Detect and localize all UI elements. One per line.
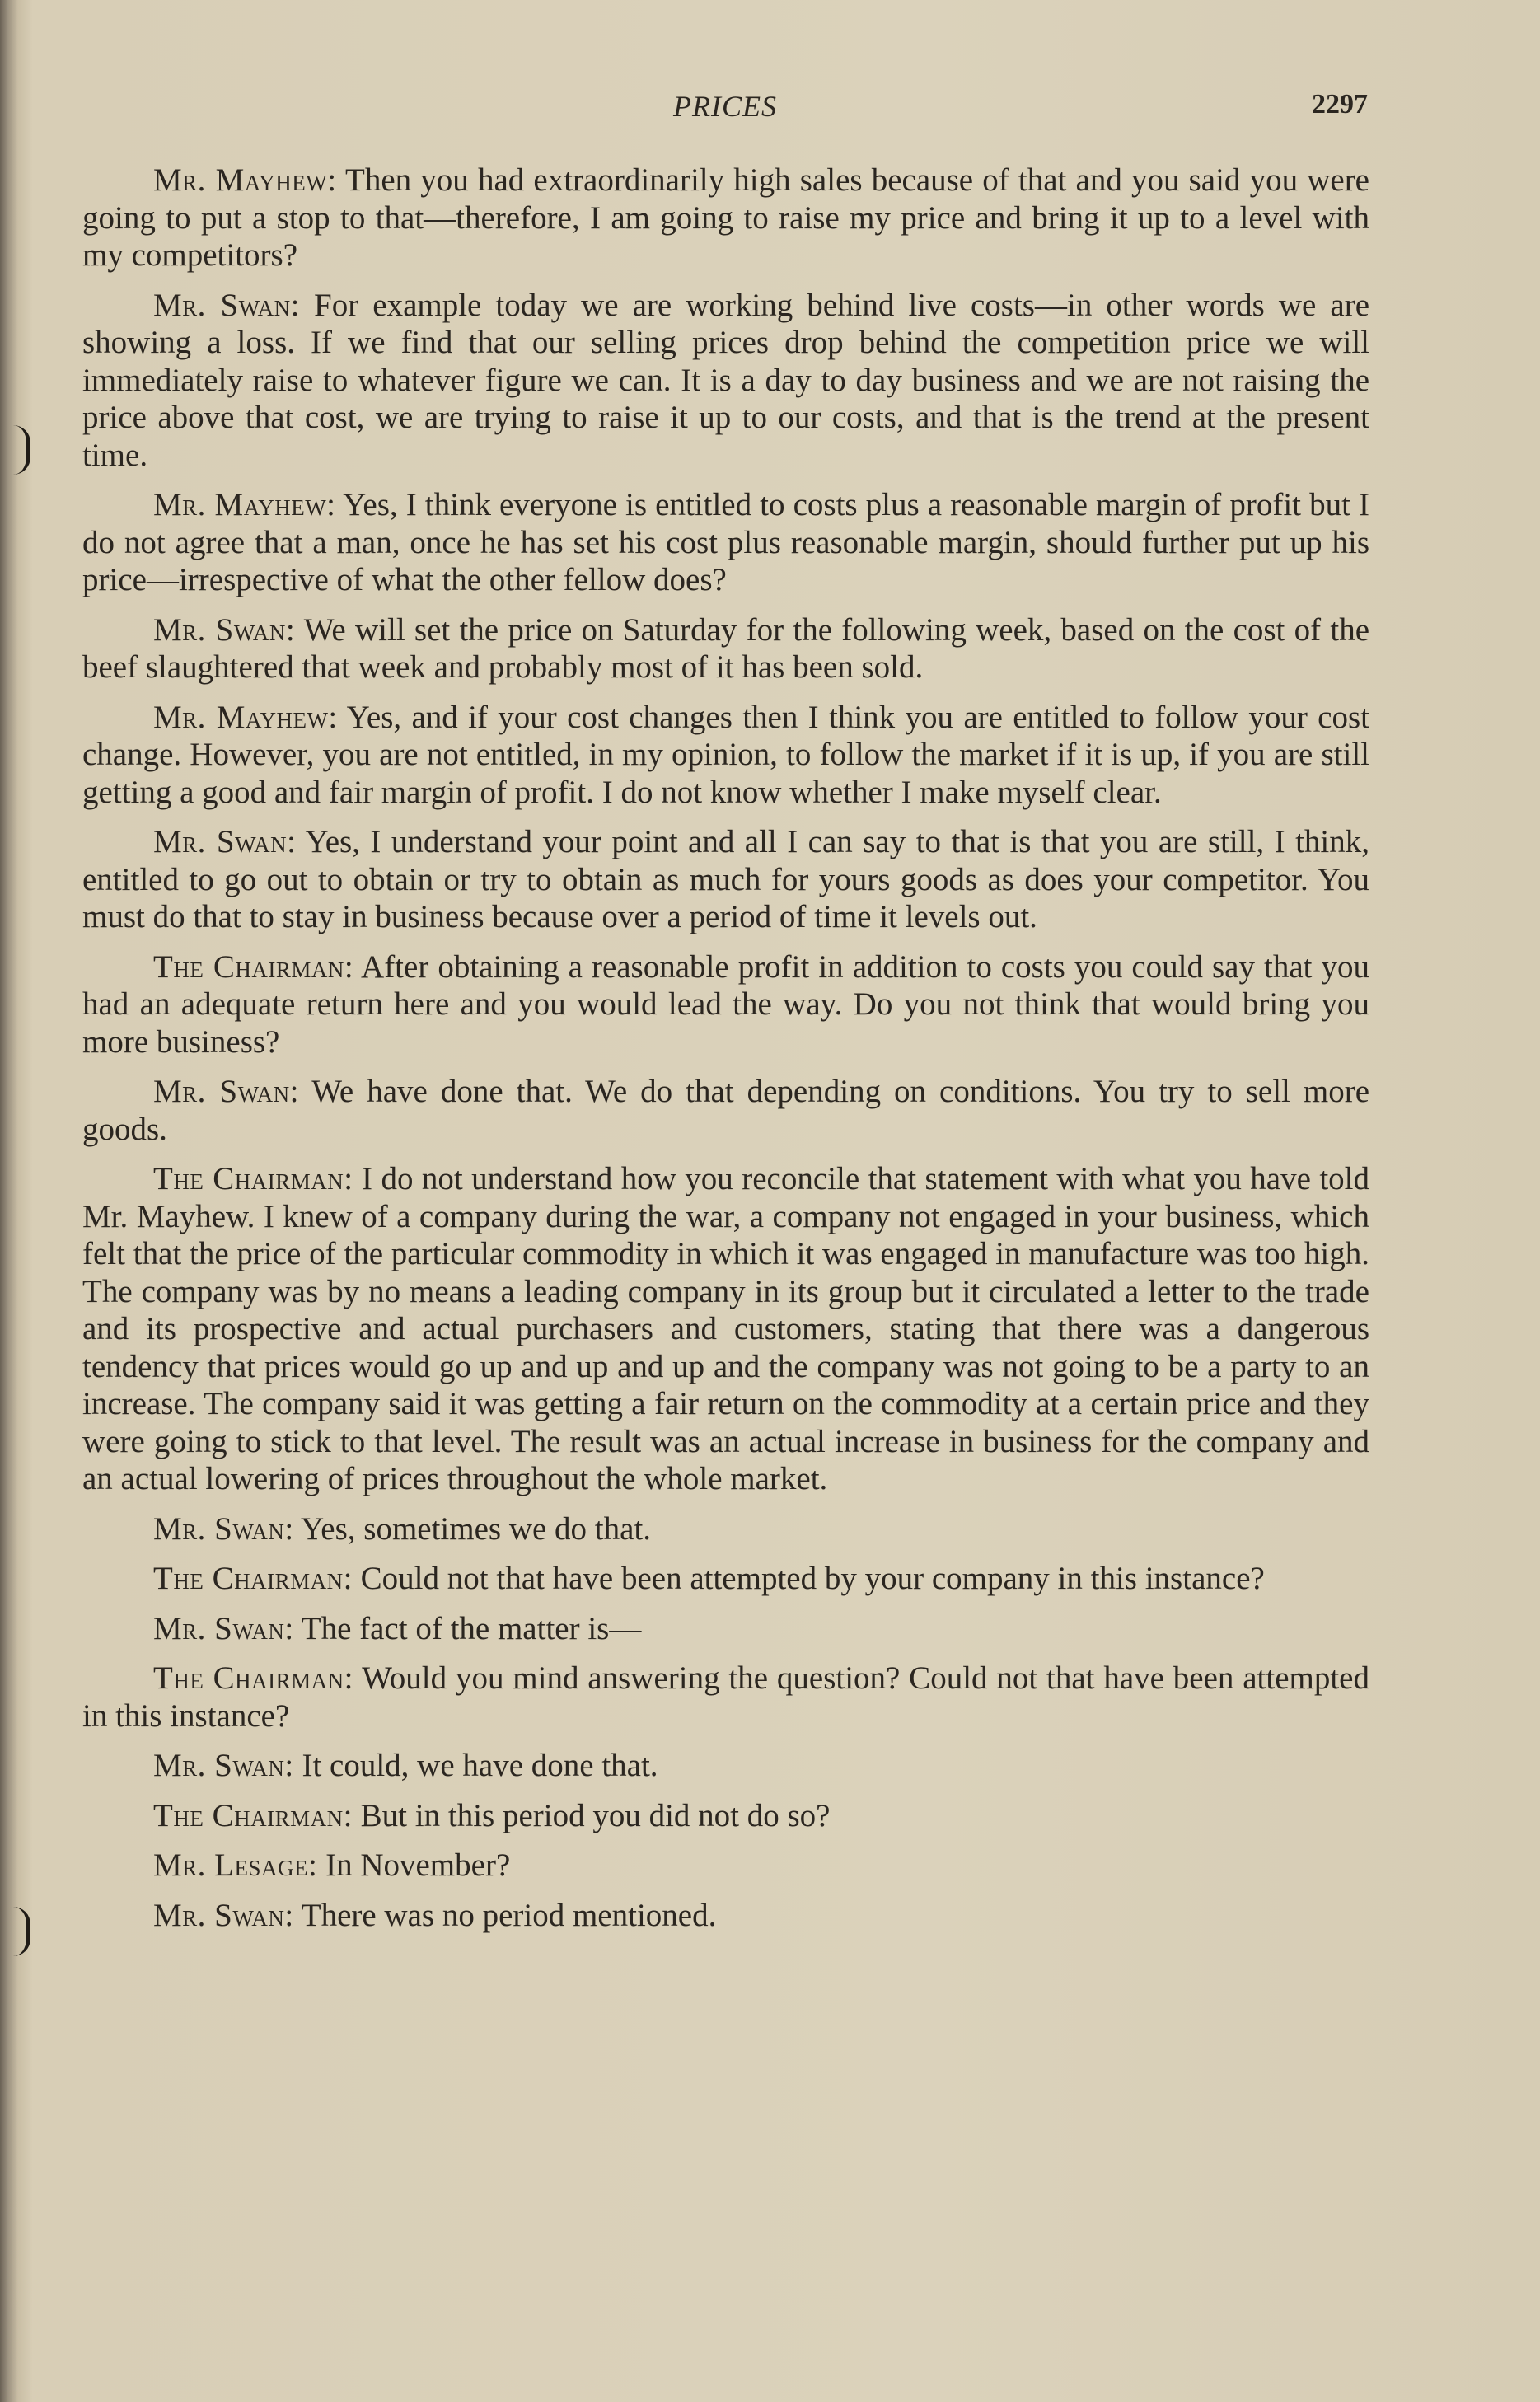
paragraph-text: I do not understand how you reconcile that statement with what you have told Mr. Mayhew. I knew of a company during the war, a company not engaged in your business, which felt that the price of the particular commodity in which it was engaged in manufacture was too high. The company was by no means a leading company in its group but it circulated a letter to the trade and its prospective and actual purchasers and customers, stating that there was a dangerous tendency that prices would go up and up and up and the company was not going to be a party to an increase. The company said it was getting a fair return on the commodity at a certain price and they were going to stick to that level. The result was an actual increase in business for the company and an actual lowering of prices throughout the whole market. bbox=[82, 1161, 1370, 1496]
speaker-name: The Chairman: bbox=[153, 948, 354, 985]
paragraph bbox=[82, 1747, 1369, 1785]
speaker-name: Mr. Mayhew: bbox=[153, 487, 336, 522]
paragraph-text: There was no period mentioned. bbox=[301, 1897, 717, 1933]
speaker-name: The Chairman: bbox=[153, 1660, 353, 1696]
speaker-name: The Chairman: bbox=[153, 1161, 353, 1196]
speaker-name: Mr. Swan: bbox=[153, 1897, 294, 1933]
paragraph-text: We have done that. We do that depending on conditions. You try to sell more goods. bbox=[82, 1074, 1370, 1147]
paragraph bbox=[82, 162, 1369, 274]
paragraph-text: Could not that have been attempted by your company in this instance? bbox=[360, 1561, 1265, 1596]
paragraph bbox=[82, 1797, 1369, 1835]
speaker-name: The Chairman: bbox=[153, 1561, 353, 1596]
speaker-name: Mr. Swan: bbox=[153, 287, 300, 323]
speaker-name: Mr. Swan: bbox=[153, 1510, 294, 1547]
paragraph bbox=[82, 1560, 1369, 1598]
speaker-name: Mr. Mayhew: bbox=[153, 699, 338, 735]
paragraph bbox=[82, 699, 1369, 812]
paragraph bbox=[82, 486, 1369, 599]
paragraph bbox=[82, 1660, 1369, 1735]
speaker-name: Mr. Swan: bbox=[153, 611, 296, 648]
paragraph-text: The fact of the matter is— bbox=[301, 1610, 642, 1646]
speaker-name: Mr. Swan: bbox=[153, 1748, 294, 1783]
speaker-name: Mr. Mayhew: bbox=[153, 162, 337, 198]
speaker-name: Mr. Lesage: bbox=[153, 1847, 318, 1883]
body-text bbox=[82, 162, 1369, 1946]
paragraph-text: Yes, and if your cost changes then I think you are entitled to follow your cost change. However, you are not entitled, in my opinion, to follow the market if it is up, if you are still getting a good and fair margin of profit. I do not know whether I make myself clear. bbox=[82, 699, 1369, 810]
paragraph bbox=[82, 1510, 1369, 1548]
speaker-name: Mr. Swan: bbox=[153, 1074, 299, 1109]
paragraph bbox=[82, 948, 1369, 1061]
page-number: 2297 bbox=[1312, 89, 1368, 119]
paragraph bbox=[82, 823, 1369, 936]
paragraph-text: Yes, I understand your point and all I can say to that is that you are still, I think, entitled to go out to obtain or try to obtain as much for yours goods as does your competitor. You must do that to stay in business because over a period of time it levels out. bbox=[82, 824, 1369, 934]
paragraph-text: We will set the price on Saturday for the following week, based on the cost of the beef slaughtered that week and probably most of it has been sold. bbox=[82, 611, 1370, 685]
speaker-name: Mr. Swan: bbox=[153, 1610, 294, 1646]
paragraph bbox=[82, 1897, 1369, 1935]
speaker-name: Mr. Swan: bbox=[153, 824, 297, 859]
paragraph bbox=[82, 287, 1369, 475]
paragraph bbox=[82, 1160, 1369, 1498]
paragraph bbox=[82, 611, 1369, 686]
binding-mark bbox=[13, 1907, 30, 1956]
paragraph-text: Then you had extraordinarily high sales because of that and you said you were going to put a stop to that—therefore, I am going to raise my price and bring it up to a level with my competitors? bbox=[82, 162, 1369, 273]
paragraph-text: Would you mind answering the question? Could not that have been attempted in this instance? bbox=[82, 1660, 1369, 1734]
paragraph-text: It could, we have done that. bbox=[302, 1748, 658, 1783]
running-title: PRICES bbox=[673, 90, 777, 123]
paragraph bbox=[82, 1073, 1369, 1148]
speaker-name: The Chairman: bbox=[153, 1797, 353, 1833]
paragraph bbox=[82, 1847, 1369, 1885]
running-head bbox=[82, 89, 1368, 127]
paragraph-text: Yes, sometimes we do that. bbox=[301, 1510, 652, 1547]
paragraph-text: Yes, I think everyone is entitled to costs plus a reasonable margin of profit but I do not agree that a man, once he has set his cost plus reasonable margin, should further put up his price—irrespective of what the other fellow does? bbox=[82, 487, 1369, 597]
paragraph-text: But in this period you did not do so? bbox=[360, 1797, 831, 1833]
binding-mark bbox=[13, 425, 30, 475]
paragraph-text: After obtaining a reasonable profit in addition to costs you could say that you had an adequate return here and you would lead the way. Do you not think that would bring you more business? bbox=[82, 948, 1369, 1060]
paragraph-text: For example today we are working behind live costs—in other words we are showing a loss. If we find that our selling prices drop behind the competition price we will immediately raise to whatever figure we can. It is a day to day business and we are not raising the price above that cost, we are trying to raise it up to our costs, and that is the trend at the present time. bbox=[82, 287, 1370, 473]
paragraph bbox=[82, 1610, 1369, 1648]
paragraph-text: In November? bbox=[325, 1847, 511, 1883]
